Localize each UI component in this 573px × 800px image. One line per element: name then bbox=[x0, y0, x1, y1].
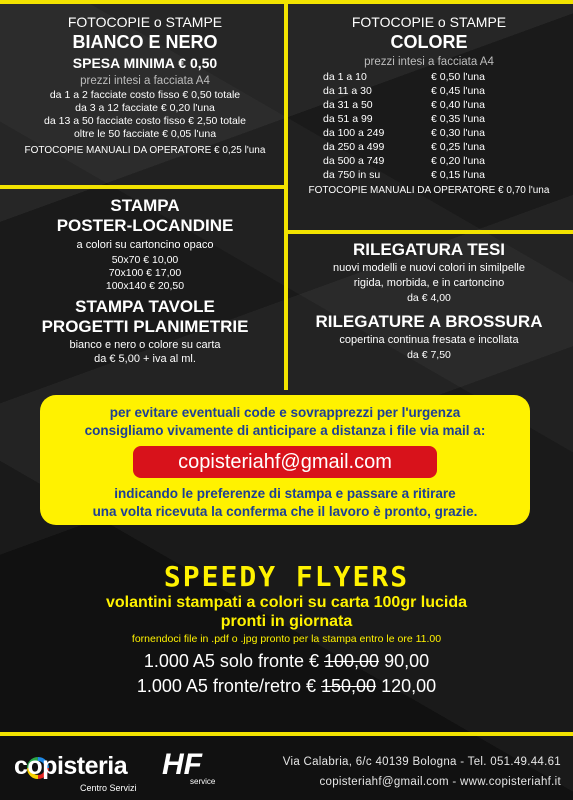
price-2-old: 150,00 bbox=[321, 676, 377, 697]
color-price: € 0,35 l'una bbox=[431, 113, 485, 126]
bw-line-3: da 13 a 50 facciate costo fisso € 2,50 totale bbox=[44, 115, 246, 128]
price-1-label: 1.000 A5 solo fronte € bbox=[143, 651, 319, 672]
poster-size: 50x70 € 10,00 bbox=[111, 254, 179, 266]
color-range: da 100 a 249 bbox=[323, 127, 385, 140]
bw-line-4: oltre le 50 facciate € 0,05 l'una bbox=[73, 128, 217, 141]
color-range: da 51 a 99 bbox=[323, 113, 373, 126]
binding-title-2: RILEGATURE A BROSSURA bbox=[315, 312, 543, 331]
color-price: € 0,25 l'una bbox=[431, 141, 485, 154]
color-price-table bbox=[290, 70, 568, 183]
bw-title: BIANCO E NERO bbox=[72, 32, 218, 52]
color-range: da 750 in su bbox=[323, 169, 381, 182]
contacts-line: copisteriahf@gmail.com - www.copisteriahf.it bbox=[319, 776, 561, 789]
color-price: € 0,50 l'una bbox=[431, 71, 485, 83]
plans-desc: bianco e nero o colore su carta bbox=[69, 339, 221, 352]
flyers-title: SPEEDY FLYERS bbox=[163, 560, 410, 593]
notice-line-3: indicando le preferenze di stampa e passare a ritirare bbox=[114, 486, 456, 502]
email-button[interactable]: copisteriahf@gmail.com bbox=[133, 446, 437, 478]
logo-hf: HF bbox=[162, 748, 202, 781]
price-1-new: 90,00 bbox=[384, 651, 430, 672]
bw-line-2: da 3 a 12 facciate € 0,20 l'una bbox=[75, 102, 215, 115]
color-price: € 0,20 l'una bbox=[431, 155, 485, 168]
logo-subtitle: Centro Servizi bbox=[80, 783, 137, 793]
plans-title-1: STAMPA TAVOLE bbox=[75, 297, 215, 317]
flyers-price-1 bbox=[0, 651, 573, 672]
logo-service: service bbox=[190, 777, 216, 786]
bw-manual: FOTOCOPIE MANUALI DA OPERATORE € 0,25 l'una bbox=[24, 144, 266, 156]
color-price: € 0,30 l'una bbox=[431, 127, 485, 140]
binding-line-3: copertina continua fresata e incollata bbox=[339, 334, 519, 346]
binding-price-1: da € 4,00 bbox=[407, 292, 451, 304]
flyers-sub-2: pronti in giornata bbox=[220, 613, 353, 631]
poster-title-1: STAMPA bbox=[110, 196, 180, 215]
color-price: € 0,40 l'una bbox=[431, 99, 485, 112]
color-price: € 0,15 l'una bbox=[431, 169, 485, 182]
notice-line-2: consigliamo vivamente di anticipare a distanza i file via mail a: bbox=[84, 422, 486, 438]
notice-line-1: per evitare eventuali code e sovrapprezzi per l'urgenza bbox=[109, 405, 461, 420]
poster-size: 70x100 € 17,00 bbox=[108, 267, 182, 280]
frame-vertical-bottom bbox=[284, 230, 288, 390]
bw-min-spend: SPESA MINIMA € 0,50 bbox=[72, 55, 218, 71]
color-title: COLORE bbox=[390, 32, 468, 52]
color-price: € 0,45 l'una bbox=[431, 85, 485, 98]
frame-right-mid bbox=[284, 230, 573, 234]
frame-footer bbox=[0, 732, 573, 736]
poster-size: 100x140 € 20,50 bbox=[105, 280, 185, 293]
poster-desc: a colori su cartoncino opaco bbox=[76, 239, 214, 251]
contact-block bbox=[283, 752, 561, 792]
color-range: da 1 a 10 bbox=[323, 71, 367, 83]
bw-line-1: da 1 a 2 facciate costo fisso € 0,50 totale bbox=[49, 89, 241, 101]
color-range: da 500 a 749 bbox=[323, 155, 385, 168]
plans-title-2: PROGETTI PLANIMETRIE bbox=[41, 317, 249, 337]
poster-title-2: POSTER-LOCANDINE bbox=[56, 216, 234, 235]
color-note: prezzi intesi a facciata A4 bbox=[364, 56, 494, 68]
color-range: da 250 a 499 bbox=[323, 141, 385, 154]
bw-panel bbox=[6, 8, 284, 156]
address-line: Via Calabria, 6/c 40139 Bologna - Tel. 051.49.44.61 bbox=[282, 756, 561, 768]
logo-wordmark: copisteria bbox=[14, 752, 128, 780]
notice-box bbox=[40, 395, 530, 525]
bw-note: prezzi intesi a facciata A4 bbox=[80, 75, 210, 87]
frame-left-mid bbox=[0, 185, 288, 189]
footer bbox=[0, 738, 573, 800]
poster-panel bbox=[6, 196, 284, 365]
bw-heading: FOTOCOPIE o STAMPE bbox=[67, 14, 223, 30]
frame-vertical-top bbox=[284, 0, 288, 230]
flyers-note: fornendoci file in .pdf o .jpg pronto per la stampa entro le ore 11.00 bbox=[131, 633, 442, 646]
binding-line-1: nuovi modelli e nuovi colori in similpelle bbox=[333, 262, 525, 274]
binding-title: RILEGATURA TESI bbox=[352, 240, 506, 259]
color-panel bbox=[290, 8, 568, 196]
binding-panel bbox=[290, 240, 568, 361]
plans-price: da € 5,00 + iva al ml. bbox=[94, 353, 196, 366]
color-range: da 31 a 50 bbox=[323, 99, 373, 112]
notice-line-4: una volta ricevuta la conferma che il lavoro è pronto, grazie. bbox=[92, 503, 478, 519]
color-manual: FOTOCOPIE MANUALI DA OPERATORE € 0,70 l'una bbox=[308, 184, 550, 196]
price-2-new: 120,00 bbox=[381, 676, 437, 697]
price-2-label: 1.000 A5 fronte/retro € bbox=[136, 676, 316, 697]
price-1-old: 100,00 bbox=[324, 651, 380, 672]
flyers-sub-1: volantini stampati a colori su carta 100gr lucida bbox=[105, 594, 467, 611]
brand-logo bbox=[14, 746, 214, 792]
flyers-section bbox=[0, 560, 573, 697]
binding-price-2: da € 7,50 bbox=[407, 349, 451, 361]
color-heading: FOTOCOPIE o STAMPE bbox=[351, 14, 507, 30]
color-range: da 11 a 30 bbox=[323, 85, 372, 98]
binding-line-2: rigida, morbida, e in cartoncino bbox=[353, 277, 505, 289]
flyers-price-2 bbox=[0, 676, 573, 697]
